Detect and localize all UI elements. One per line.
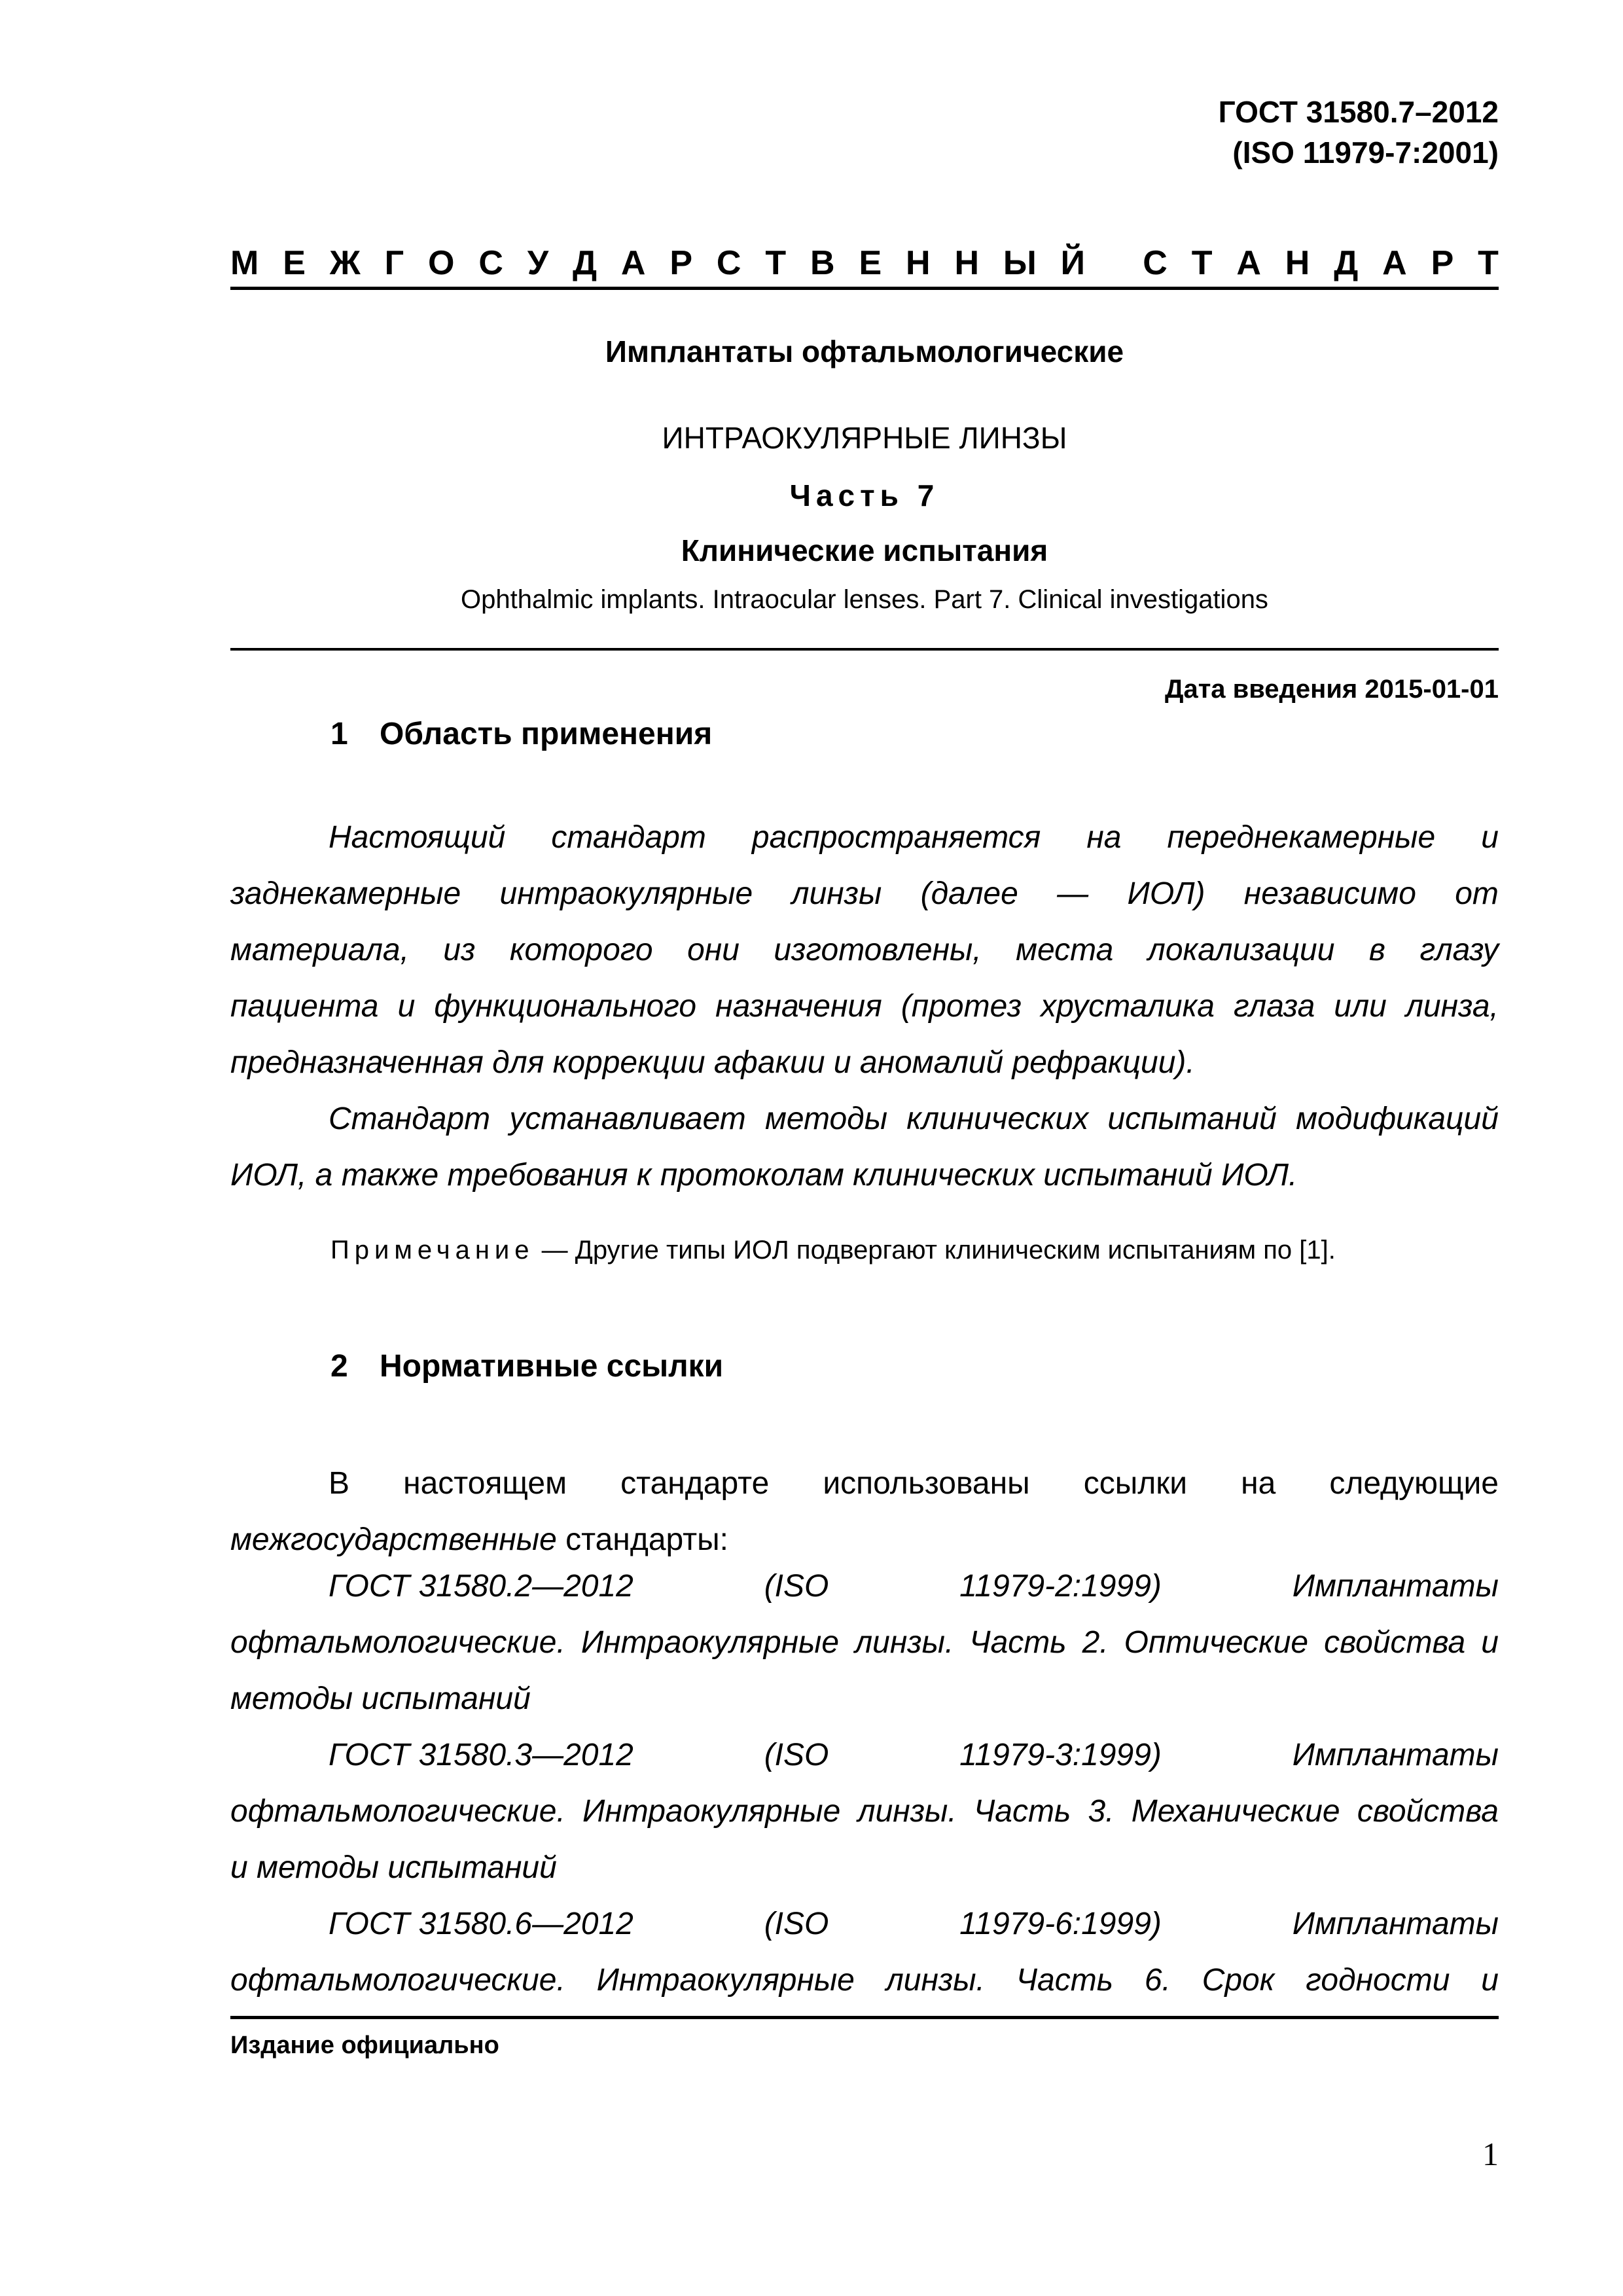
section-1-line [230,1045,1499,1081]
page-number: 1 [1482,2136,1499,2172]
word: (далее [920,876,1018,911]
standard-kind-letter: Т [1478,244,1499,282]
word: функционального [434,989,697,1024]
standard-kind-letter: Т [1191,244,1213,282]
word: линзы. [857,1794,957,1829]
section-2-intro-line-1 [230,1456,1499,1512]
note-text: — Другие типы ИОЛ подвергают клиническим испытаниям по [1]. [534,1236,1336,1265]
word: линзы [791,876,882,911]
note [330,1236,1336,1265]
standard-kind-letter: О [428,244,455,282]
word: переднекамерные [1167,820,1436,855]
word: назначения [715,989,882,1024]
header-rule [230,287,1499,290]
section-1-line [230,1157,1499,1193]
standard-kind-letter: А [1382,244,1407,282]
title-line-2: ИНТРАОКУЛЯРНЫЕ ЛИНЗЫ [662,421,1067,455]
english-title: Ophthalmic implants. Intraocular lenses. Part 7. Clinical investigations [461,585,1268,614]
word: Часть [969,1625,1067,1660]
word: глаза [1234,989,1315,1024]
word: (протез [901,989,1022,1024]
section-2-intro-line-2 [230,1512,1499,1568]
standard-kind-letter: Р [1431,244,1454,282]
word: офтальмологические. [230,1794,565,1829]
intro-normal-word: стандарты: [556,1522,728,1557]
word: 2. [1082,1625,1109,1660]
word: и [1481,820,1499,855]
word: локализации [1147,933,1335,967]
word: интраокулярные [499,876,753,911]
word: на [1241,1466,1276,1501]
reference-line [230,1962,1499,1998]
standard-kind-letter: Н [954,244,979,282]
standard-kind-letter: Т [765,244,787,282]
standard-kind-letter: У [527,244,549,282]
word: офтальмологические. [230,1625,565,1660]
word: ИОЛ, а также требования к протоколам клинических испытаний ИОЛ. [230,1158,1298,1193]
word: от [1455,876,1499,911]
word: стандарт [551,820,706,855]
intro-italic-word: межгосударственные [230,1522,557,1557]
title-line-3: Часть 7 [789,478,940,512]
word: 6. [1144,1963,1171,1998]
standard-kind-letter: Д [573,244,597,282]
word: ГОСТ 31580.3—2012 [329,1738,633,1772]
word: хрусталика [1041,989,1215,1024]
word: следующие [1329,1466,1499,1501]
word: Механические [1131,1794,1340,1829]
standard-kind-letter: Д [1334,244,1359,282]
standard-kind-letter: С [1143,244,1168,282]
document-number-block [1219,92,1499,173]
word: Срок [1202,1963,1275,1998]
word: линза, [1405,989,1499,1024]
word: Имплантаты [1292,1738,1499,1772]
word: ГОСТ 31580.2—2012 [329,1569,633,1604]
word: 11979-2:1999) [959,1569,1162,1604]
standard-kind-letter: Р [669,244,693,282]
word: свойства [1357,1794,1499,1829]
standard-kind-letter: Н [1285,244,1310,282]
word: настоящем [403,1466,567,1501]
standard-kind-letter: Ы [1003,244,1037,282]
title-rule [230,648,1499,651]
word: Интраокулярные [582,1794,841,1829]
reference-line [329,1906,1499,1942]
word: использованы [823,1466,1030,1501]
section-1-line [230,876,1499,912]
word: ссылки [1083,1466,1188,1501]
section-1-number: 1 [330,717,348,751]
section-1-title: Область применения [380,717,713,751]
word: независимо [1243,876,1416,911]
standard-kind-letter: А [1236,244,1261,282]
word: которого [509,933,653,967]
standard-kind-letter: В [810,244,835,282]
word: пациента [230,989,379,1024]
word: линзы. [855,1625,954,1660]
iso-number: (ISO 11979-7:2001) [1232,135,1499,170]
reference-line: методы испытаний [230,1681,531,1716]
word: предназначенная для коррекции афакии и аномалий рефракции). [230,1045,1195,1080]
word: из [443,933,476,967]
standard-kind-letter: М [230,244,259,282]
word: Стандарт [329,1102,491,1136]
standard-kind-letter: Г [384,244,404,282]
word: они [687,933,740,967]
word: офтальмологические. [230,1963,565,1998]
word: ИОЛ) [1127,876,1205,911]
word: клинических [906,1102,1089,1136]
word: Оптические [1124,1625,1309,1660]
word: Имплантаты [1292,1569,1499,1604]
word: стандарте [620,1466,770,1501]
word: 3. [1088,1794,1115,1829]
word: Часть [1016,1963,1113,1998]
word: Настоящий [329,820,506,855]
word: и [1481,1625,1499,1660]
reference-line: и методы испытаний [230,1850,557,1885]
standard-kind-letter: Е [283,244,306,282]
word: ГОСТ 31580.6—2012 [329,1907,633,1941]
standard-kind-letter [1109,243,1118,283]
word: — [1057,876,1089,911]
word: методы [764,1102,888,1136]
edition-label: Издание официально [230,2032,499,2059]
section-2-heading [330,1348,723,1384]
word: 11979-3:1999) [959,1738,1162,1772]
word: на [1086,820,1122,855]
standard-kind-letter: С [716,244,741,282]
word: свойства [1324,1625,1466,1660]
word: В [329,1466,350,1501]
section-1-line [329,1101,1499,1137]
word: Интраокулярные [596,1963,855,1998]
section-1-line [230,932,1499,968]
standard-kind-letter: Ж [329,244,361,282]
section-1-line [329,819,1499,855]
word: (ISO [764,1569,829,1604]
standard-kind-letter: Е [859,244,882,282]
title-line-4: Клинические испытания [681,533,1048,567]
footer-rule [230,2016,1499,2019]
standard-kind-letter: С [478,244,503,282]
word: материала, [230,933,409,967]
word: устанавливает [509,1102,746,1136]
word: места [1016,933,1114,967]
reference-line [230,1793,1499,1829]
standard-kind-heading [230,243,1499,283]
word: в [1368,933,1385,967]
word: модификаций [1296,1102,1499,1136]
standard-kind-letter: Й [1060,244,1086,282]
section-2-number: 2 [330,1349,348,1384]
reference-line [329,1737,1499,1773]
title-line-1: Имплантаты офтальмологические [605,334,1124,368]
word: испытаний [1107,1102,1277,1136]
word: или [1334,989,1387,1024]
word: Имплантаты [1292,1907,1499,1941]
word: 11979-6:1999) [959,1907,1162,1941]
section-2-title: Нормативные ссылки [380,1349,724,1384]
word: (ISO [764,1738,829,1772]
note-label: Примечание [330,1236,535,1265]
word: линзы. [885,1963,985,1998]
word: и [397,989,416,1024]
word: глазу [1419,933,1499,967]
reference-line [230,1624,1499,1660]
section-1-heading [330,716,712,752]
word: (ISO [764,1907,829,1941]
word: распространяется [751,820,1041,855]
introduction-date: Дата введения 2015-01-01 [1164,675,1499,704]
gost-number: ГОСТ 31580.7–2012 [1218,95,1499,129]
reference-line [329,1568,1499,1604]
standard-kind-letter: Н [906,244,931,282]
word: заднекамерные [230,876,461,911]
word: годности [1306,1963,1450,1998]
word: Часть [973,1794,1071,1829]
section-1-line [230,988,1499,1024]
word: и [1481,1963,1499,1998]
standard-kind-letter: А [620,244,646,282]
word: изготовлены, [774,933,982,967]
word: Интраокулярные [580,1625,840,1660]
